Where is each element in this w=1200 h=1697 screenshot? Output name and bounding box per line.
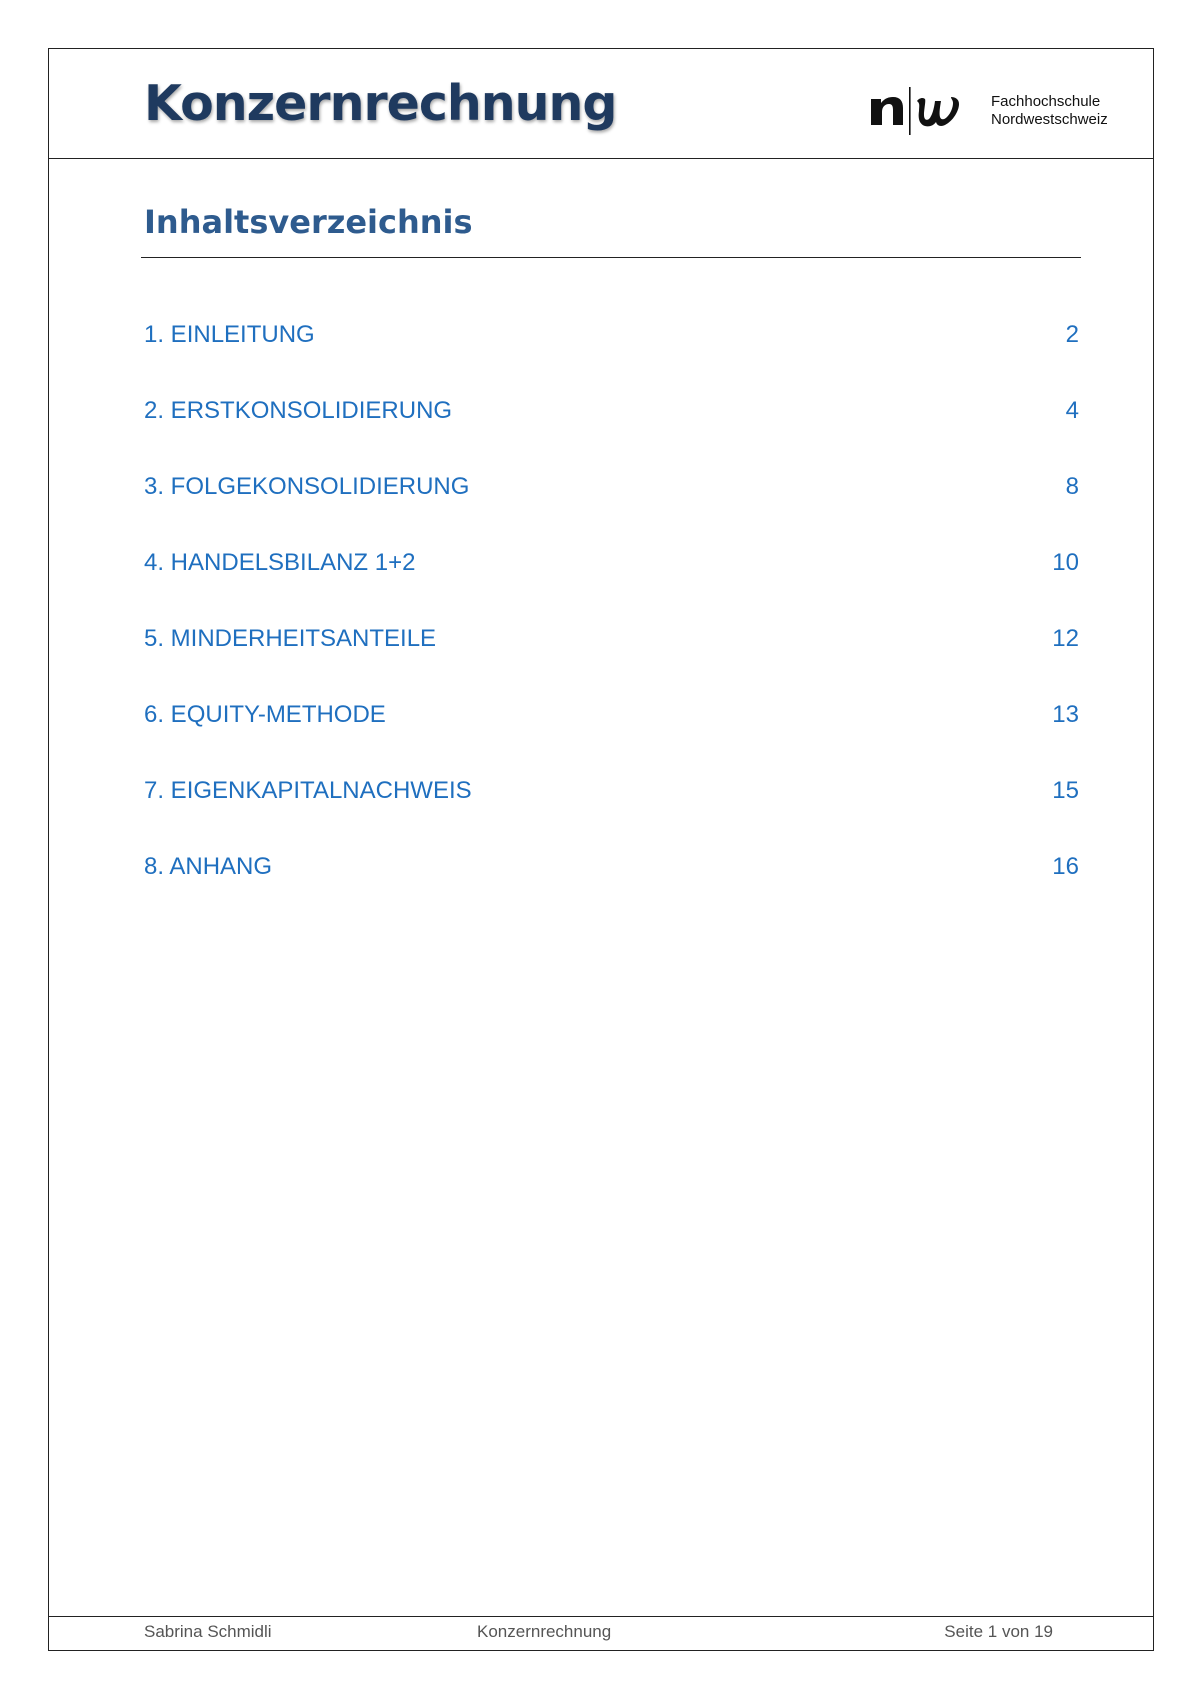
logo-text xyxy=(991,93,1108,129)
footer-page-number: Seite 1 von 19 xyxy=(944,1622,1053,1641)
toc-entry-label: 8. ANHANG xyxy=(144,853,273,880)
toc-entry[interactable] xyxy=(144,601,1079,677)
toc-entry[interactable] xyxy=(144,449,1079,525)
toc-entry-label: 1. EINLEITUNG xyxy=(144,321,315,348)
fhnw-logo xyxy=(869,81,1129,141)
toc-heading: Inhaltsverzeichnis xyxy=(144,203,473,241)
footer-author: Sabrina Schmidli xyxy=(144,1622,272,1641)
toc-entry-page: 15 xyxy=(1052,777,1079,804)
page-header xyxy=(49,49,1153,159)
toc-entry[interactable] xyxy=(144,525,1079,601)
toc-entry-page: 12 xyxy=(1052,625,1079,652)
toc-divider xyxy=(141,257,1081,258)
page-frame xyxy=(48,48,1154,1651)
logo-line-1: Fachhochschule xyxy=(991,93,1101,110)
toc-list xyxy=(144,297,1079,905)
toc-entry-page: 13 xyxy=(1052,701,1079,728)
toc-entry-page: 8 xyxy=(1065,473,1079,500)
toc-entry-page: 10 xyxy=(1052,549,1079,576)
toc-entry[interactable] xyxy=(144,677,1079,753)
document-title: Konzernrechnung xyxy=(144,75,617,132)
toc-entry[interactable] xyxy=(144,753,1079,829)
toc-entry-label: 6. EQUITY-METHODE xyxy=(144,701,386,728)
toc-entry[interactable] xyxy=(144,829,1079,905)
toc-entry-page: 2 xyxy=(1065,321,1079,348)
logo-line-2: Nordwestschweiz xyxy=(991,111,1108,128)
toc-entry-page: 16 xyxy=(1052,853,1079,880)
toc-entry-label: 7. EIGENKAPITALNACHWEIS xyxy=(144,777,472,804)
nw-logo-icon xyxy=(869,81,979,141)
toc-entry-label: 4. HANDELSBILANZ 1+2 xyxy=(144,549,416,576)
toc-entry-label: 2. ERSTKONSOLIDIERUNG xyxy=(144,397,453,424)
page-footer xyxy=(49,1616,1153,1650)
toc-entry[interactable] xyxy=(144,297,1079,373)
footer-title: Konzernrechnung xyxy=(477,1622,612,1641)
toc-entry-page: 4 xyxy=(1065,397,1079,424)
toc-entry[interactable] xyxy=(144,373,1079,449)
toc-entry-label: 5. MINDERHEITSANTEILE xyxy=(144,625,437,652)
toc-entry-label: 3. FOLGEKONSOLIDIERUNG xyxy=(144,473,470,500)
